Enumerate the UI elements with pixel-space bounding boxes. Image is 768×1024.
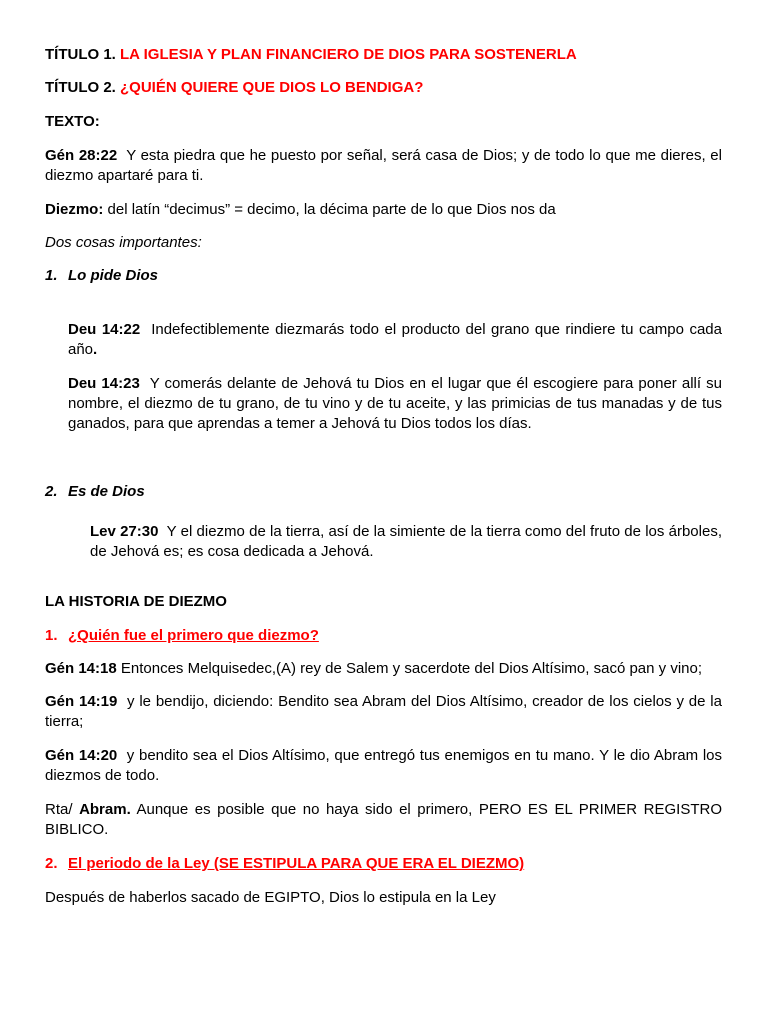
title-2-text: ¿QUIÉN QUIERE QUE DIOS LO BENDIGA? [120,79,424,96]
answer-text: Aunque es posible que no haya sido el primero, PERO ES EL PRIMER REGISTRO BIBLICO. [45,801,723,838]
verse-ref: Deu 14:22 [68,321,141,338]
verse-text: Entonces Melquisedec,(A) rey de Salem y sacerdote del Dios Altísimo, sacó pan y vino; [120,660,703,677]
point-2-text: Es de Dios [68,483,145,500]
question-2-number: 2. [45,855,58,872]
verse-gen-14-18 [45,659,722,679]
texto-label: TEXTO: [45,113,100,130]
definition-text: del latín “decimus” = decimo, la décima parte de lo que Dios nos da [107,201,556,218]
point-1-text: Lo pide Dios [68,267,158,284]
point-1 [45,266,722,286]
answer [45,800,722,840]
title-1-label: TÍTULO 1. [45,46,116,63]
verse-ref: Gén 28:22 [45,147,118,164]
dos-cosas-intro: Dos cosas importantes: [45,234,202,251]
title-1 [45,45,722,65]
verse-ref: Gén 14:19 [45,693,118,710]
definition-term: Diezmo: [45,201,104,218]
verse-ref: Lev 27:30 [90,523,159,540]
verse-text: Indefectiblemente diezmarás todo el producto del grano que rindiere tu campo cada año [68,321,722,358]
verse-text: y bendito sea el Dios Altísimo, que entregó tus enemigos en tu mano. Y le dio Abram los diezmos de todo. [45,747,722,784]
answer-prefix: Rta/ [45,801,73,818]
point-1-number: 1. [45,267,58,284]
verse-ref: Gén 14:20 [45,747,118,764]
verse-deu-14-23 [68,374,722,434]
verse-lev-27-30 [90,522,722,562]
question-1-text: ¿Quién fue el primero que diezmo? [68,627,319,644]
diezmo-definition [45,200,722,220]
question-2-text: El periodo de la Ley (SE ESTIPULA PARA QUE ERA EL DIEZMO) [68,855,525,872]
title-2 [45,78,722,98]
verse-gen-28-22 [45,146,722,186]
verse-gen-14-20 [45,746,722,786]
verse-text: Y comerás delante de Jehová tu Dios en el lugar que él escogiere para poner allí su nombre, el diezmo de tu grano, de tu vino y de tu aceite, y las primicias de tus manadas y de tus ganados, para que aprendas a temer a Jehová tu Dios todos los días. [68,375,722,432]
verse-ref: Gén 14:18 [45,660,117,677]
point-2-number: 2. [45,483,58,500]
verse-text: Y esta piedra que he puesto por señal, será casa de Dios; y de todo lo que me dieres, el diezmo apartaré para ti. [45,147,722,184]
verse-text: Y el diezmo de la tierra, así de la simiente de la tierra como del fruto de los árboles, de Jehová es; es cosa dedicada a Jehová. [90,523,722,560]
verse-deu-14-22 [68,320,722,360]
title-1-text: LA IGLESIA Y PLAN FINANCIERO DE DIOS PARA SOSTENERLA [120,46,577,63]
verse-gen-14-19 [45,692,722,732]
verse-text: y le bendijo, diciendo: Bendito sea Abram del Dios Altísimo, creador de los cielos y de la tierra; [45,693,722,730]
despues-paragraph: Después de haberlos sacado de EGIPTO, Dios lo estipula en la Ley [45,889,496,906]
verse-end-mark: . [93,341,98,358]
title-2-label: TÍTULO 2. [45,79,116,96]
answer-name: Abram. [79,801,131,818]
point-2 [45,482,722,502]
historia-heading: LA HISTORIA DE DIEZMO [45,593,227,610]
historia-question-1 [45,626,722,646]
question-1-number: 1. [45,627,58,644]
historia-question-2 [45,854,722,874]
verse-ref: Deu 14:23 [68,375,140,392]
